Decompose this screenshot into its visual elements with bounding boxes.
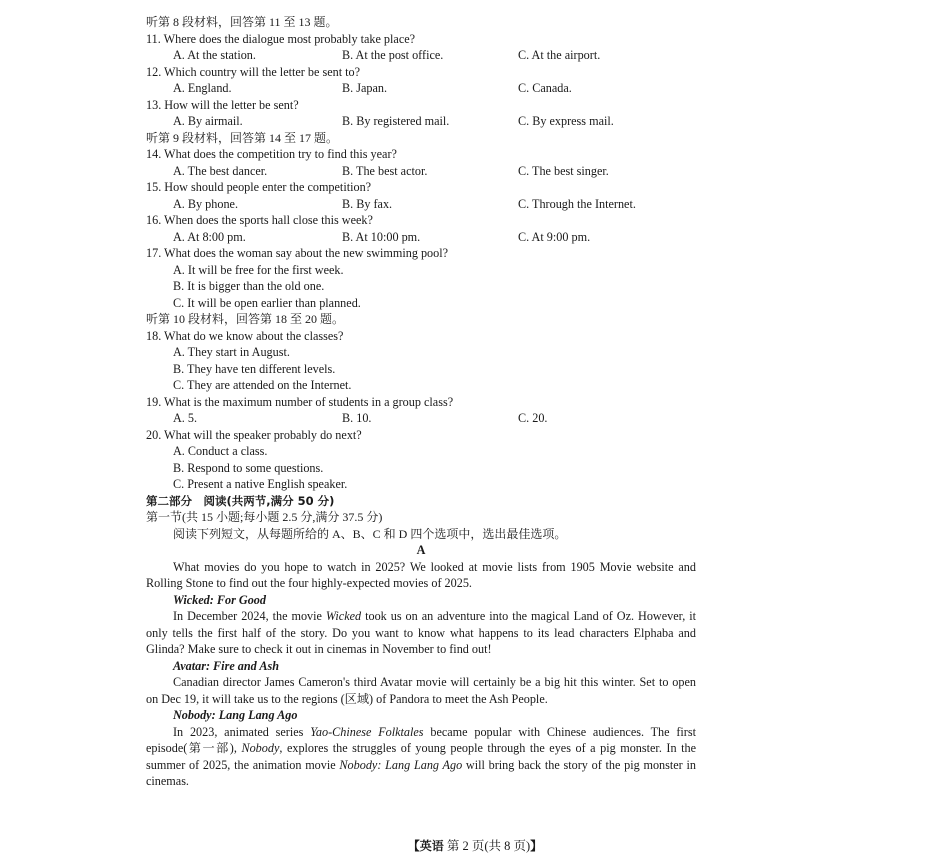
option-a: A. By airmail. bbox=[173, 114, 243, 128]
option-c: C. 20. bbox=[518, 411, 548, 425]
footer-page-number: 第 2 页(共 8 页) bbox=[446, 839, 531, 853]
option-a: A. They start in August. bbox=[173, 345, 290, 359]
question-15-stem: 15. How should people enter the competition? bbox=[146, 180, 372, 194]
question-17-stem: 17. What does the woman say about the new swimming pool? bbox=[146, 246, 449, 260]
question-19-stem: 19. What is the maximum number of students in a group class? bbox=[146, 394, 454, 409]
option-b: B. At the post office. bbox=[342, 48, 444, 62]
option-a: A. The best dancer. bbox=[173, 163, 268, 178]
option-b: B. By fax. bbox=[342, 196, 393, 211]
section-header-9: 听第 9 段材料，回答第 14 至 17 题。 bbox=[146, 130, 339, 145]
movie-paragraph-nobody: In 2023, animated series Yao-Chinese Folktales became popular with Chinese audiences. The first episode(第一部), Nobody, explores the struggles of young people through the eyes of a pig monster. In the summer of 2025, the animation movie Nobody: Lang Lang Ago will bring back the story of the pig monster in cinemas. bbox=[146, 724, 696, 788]
footer-close-bracket: 】 bbox=[530, 839, 543, 853]
movie-title-avatar: Avatar: Fire and Ash bbox=[173, 658, 279, 673]
question-11-options bbox=[146, 47, 696, 64]
passage-label: A bbox=[416, 543, 426, 557]
option-c: C. It will be open earlier than planned. bbox=[173, 295, 361, 310]
section-header-8: 听第 8 段材料，回答第 11 至 13 题。 bbox=[146, 15, 338, 29]
question-14-options bbox=[146, 163, 696, 180]
question-12-options bbox=[146, 80, 696, 97]
option-c: C. Present a native English speaker. bbox=[173, 477, 348, 491]
option-a: A. England. bbox=[173, 81, 232, 95]
option-a: A. It will be free for the first week. bbox=[173, 262, 344, 277]
option-c: C. They are attended on the Internet. bbox=[173, 378, 352, 392]
option-b: B. By registered mail. bbox=[342, 114, 450, 128]
option-b: B. 10. bbox=[342, 411, 372, 425]
option-c: C. Canada. bbox=[518, 81, 572, 95]
footer-subject: 【英语 bbox=[407, 839, 444, 853]
option-a: A. At 8:00 pm. bbox=[173, 229, 246, 244]
question-14-stem: 14. What does the competition try to find this year? bbox=[146, 147, 397, 161]
movie-title-wicked: Wicked: For Good bbox=[173, 592, 266, 607]
option-c: C. At 9:00 pm. bbox=[518, 229, 591, 244]
section-one-title: 第一节(共 15 小题;每小题 2.5 分,满分 37.5 分) bbox=[146, 510, 383, 524]
option-c: C. By express mail. bbox=[518, 114, 614, 128]
option-c: C. Through the Internet. bbox=[518, 196, 636, 211]
exam-page bbox=[146, 14, 696, 790]
option-b: B. They have ten different levels. bbox=[173, 361, 336, 376]
option-b: B. It is bigger than the old one. bbox=[173, 279, 325, 293]
section-header-10: 听第 10 段材料，回答第 18 至 20 题。 bbox=[146, 312, 345, 326]
movie-paragraph-wicked: In December 2024, the movie Wicked took us on an adventure into the magical Land of Oz. However, it only tells the first half of the story. Do you want to know what happens to its lead characters Elphaba and Glinda? Make sure to check it out in cinemas in November to find out! bbox=[146, 609, 696, 656]
option-a: A. Conduct a class. bbox=[173, 444, 268, 458]
option-b: B. At 10:00 pm. bbox=[342, 229, 421, 244]
page-footer bbox=[0, 836, 950, 854]
question-19-options bbox=[146, 410, 696, 427]
movie-paragraph-avatar: Canadian director James Cameron's third Avatar movie will certainly be a big hit this winter. Set to open on Dec 19, it will take us to the regions (区域) of Pandora to meet the Ash People. bbox=[146, 675, 696, 706]
question-12-stem: 12. Which country will the letter be sent to? bbox=[146, 64, 361, 79]
option-b: B. Japan. bbox=[342, 81, 388, 95]
question-13-stem: 13. How will the letter be sent? bbox=[146, 97, 299, 112]
option-a: A. By phone. bbox=[173, 196, 238, 211]
question-16-stem: 16. When does the sports hall close this week? bbox=[146, 213, 373, 227]
part-two-title: 第二部分 阅读(共两节,满分 50 分) bbox=[146, 493, 335, 508]
option-c: C. The best singer. bbox=[518, 163, 609, 178]
question-16-options bbox=[146, 229, 696, 246]
question-20-stem: 20. What will the speaker probably do next? bbox=[146, 427, 362, 442]
option-a: A. 5. bbox=[173, 411, 198, 425]
question-13-options bbox=[146, 113, 696, 130]
option-b: B. The best actor. bbox=[342, 163, 428, 178]
option-b: B. Respond to some questions. bbox=[173, 460, 324, 475]
question-15-options bbox=[146, 196, 696, 213]
option-c: C. At the airport. bbox=[518, 48, 601, 62]
option-a: A. At the station. bbox=[173, 48, 256, 62]
reading-instruction: 阅读下列短文，从每题所给的 A、B、C 和 D 四个选项中，选出最佳选项。 bbox=[173, 526, 567, 541]
question-18-stem: 18. What do we know about the classes? bbox=[146, 328, 344, 343]
movie-title-nobody: Nobody: Lang Lang Ago bbox=[173, 708, 298, 722]
passage-intro: What movies do you hope to watch in 2025? We looked at movie lists from 1905 Movie website and Rolling Stone to find out the four highly-expected movies of 2025. bbox=[146, 559, 696, 590]
question-11-stem: 11. Where does the dialogue most probably take place? bbox=[146, 31, 416, 46]
